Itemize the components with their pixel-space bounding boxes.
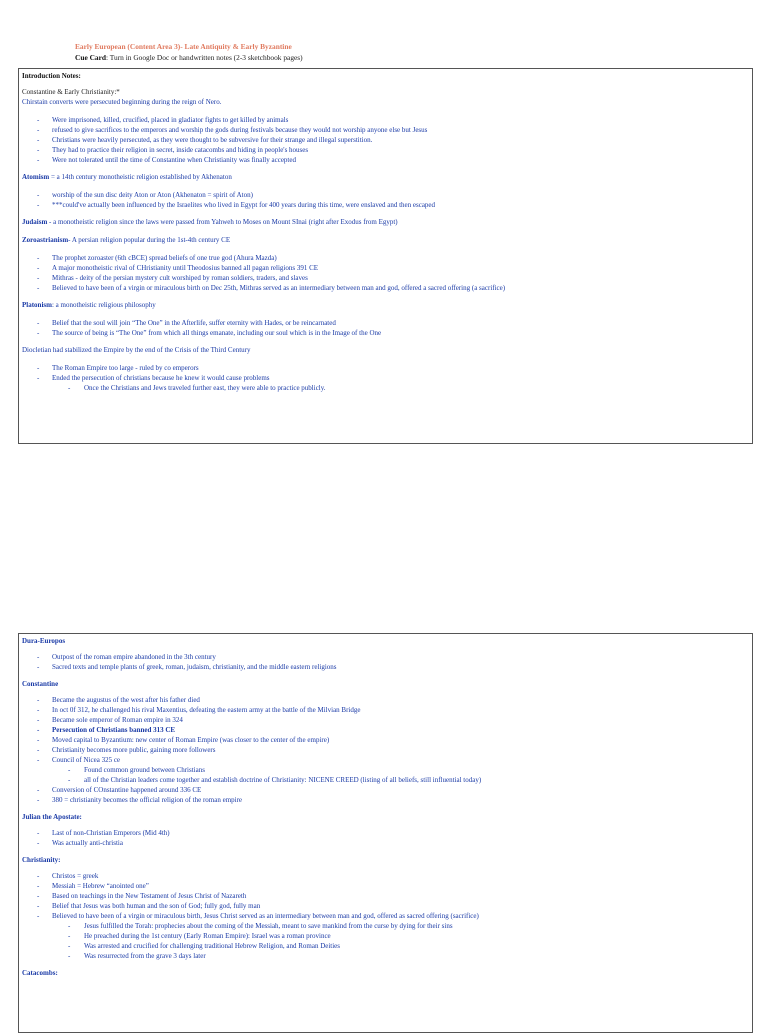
cue-card-text: : Turn in Google Doc or handwritten notes (2-3 sketchbook pages)	[106, 53, 303, 62]
atomism-line	[22, 172, 749, 182]
doc-title: Early European (Content Area 3)- Late Antiquity & Early Byzantine	[75, 42, 292, 51]
zoroastrianism-term: Zoroastrianism	[22, 236, 69, 244]
list-item: - Were imprisoned, killed, crucified, placed in gladiator fights to get killed by animals	[22, 115, 749, 125]
persecution-list	[22, 115, 749, 165]
list-item: - Sacred texts and temple plants of greek, roman, judaism, christianity, and the middle eastern religions	[22, 662, 749, 672]
list-item: - Belief that Jesus was both human and the son of God; fully god, fully man	[22, 901, 749, 911]
atomism-list	[22, 190, 749, 210]
list-item: - Moved capital to Byzantium: new center of Roman Empire (was closer to the center of the empire)	[22, 735, 749, 745]
intro-line: Chirstain converts were persecuted beginning during the reign of Nero.	[22, 98, 222, 106]
list-item: - Conversion of COnstantine happened around 336 CE	[22, 785, 749, 795]
catacombs-title: Catacombs:	[22, 969, 58, 977]
list-item-bold: - Persecution of Christians banned 313 CE	[22, 725, 749, 735]
zoroastrianism-def: - A persian religion popular during the 1st-4th century CE	[68, 236, 231, 244]
list-item: - Believed to have been of a virgin or miraculous birth, Jesus Christ served as an intermediary between man and god, offered as sacred offering (sacrifice)	[22, 911, 749, 921]
platonism-term: Platonism	[22, 301, 52, 309]
diocletian-line: Diocletian had stabilized the Empire by the end of the Crisis of the Third Century	[22, 346, 251, 354]
list-item: - Became the augustus of the west after his father died	[22, 695, 749, 705]
constantine-title: Constantine	[22, 680, 59, 688]
constantine-list	[22, 695, 749, 805]
christianity-list	[22, 871, 749, 961]
document-header	[75, 41, 303, 63]
list-item: - 380 = christianity becomes the official religion of the roman empire	[22, 795, 749, 805]
list-item: - ***could've actually been influenced by the Israelites who lived in Egypt for 400 years during this time, were enslaved and then escaped	[22, 200, 749, 210]
list-item: - Council of Nicea 325 ce	[22, 755, 749, 765]
cue-card-line	[75, 52, 303, 63]
list-item: - Were not tolerated until the time of Constantine when Christianity was finally accepted	[22, 155, 749, 165]
constantine-heading: Constantine & Early Christianity:*	[22, 88, 120, 96]
judaism-line	[22, 217, 749, 227]
list-item: - The prophet zoroaster (6th cBCE) spread beliefs of one true god (Ahura Mazda)	[22, 253, 749, 263]
list-item: - Last of non-Christian Emperors (Mid 4th)	[22, 828, 749, 838]
notes-box-2	[18, 633, 753, 1033]
atomism-term: Atomism	[22, 173, 50, 181]
platonism-list	[22, 318, 749, 338]
list-item: - Christos = greek	[22, 871, 749, 881]
list-item: - Messiah = Hebrew “anointed one”	[22, 881, 749, 891]
list-item: - Christianity becomes more public, gaining more followers	[22, 745, 749, 755]
list-item: - Became sole emperor of Roman empire in 324	[22, 715, 749, 725]
list-item: - refused to give sacrifices to the emperors and worship the gods during festivals because they would not worship anyone else but Jesus	[22, 125, 749, 135]
list-subitem: - Was arrested and crucified for challenging traditional Hebrew Religion, and Roman Deities	[22, 941, 749, 951]
list-item: - Christians were heavily persecuted, as they were thought to be subversive for their strange and illegal superstition.	[22, 135, 749, 145]
list-item: - Mithras - deity of the persian mystery cult worshiped by roman soldiers, traders, and slaves	[22, 273, 749, 283]
list-subitem: - Found common ground between Christians	[22, 765, 749, 775]
list-subitem: - Was resurrected from the grave 3 days later	[22, 951, 749, 961]
dura-europos-title: Dura-Europos	[22, 637, 66, 645]
platonism-line	[22, 300, 749, 310]
list-item: - worship of the sun disc deity Aton or Aton (Akhenaton = spirit of Aton)	[22, 190, 749, 200]
list-item: - A major monotheistic rival of CHristianity until Theodosius banned all pagan religions 391 CE	[22, 263, 749, 273]
list-subitem: - Once the Christians and Jews traveled further east, they were able to practice publicly.	[22, 383, 749, 393]
judaism-def: - a monotheistic religion since the laws were passed from Yahweh to Moses on Mount SInai (right after Exodus from Egypt)	[47, 218, 398, 226]
list-item: - Was actually anti-christia	[22, 838, 749, 848]
list-item: - Outpost of the roman empire abandoned in the 3th century	[22, 652, 749, 662]
julian-title: Julian the Apostate:	[22, 813, 82, 821]
cue-card-label: Cue Card	[75, 53, 106, 62]
judaism-term: Judaism	[22, 218, 48, 226]
list-item: - Belief that the soul will join “The One” in the Afterlife, suffer eternity with Hades, or be reincarnated	[22, 318, 749, 328]
platonism-def: : a monotheistic religious philosophy	[51, 301, 156, 309]
list-item: - The source of being is “The One” from which all things emanate, including our soul which is in the Image of the One	[22, 328, 749, 338]
dura-europos-list	[22, 652, 749, 672]
diocletian-list	[22, 363, 749, 393]
julian-list	[22, 828, 749, 848]
introduction-notes-box	[18, 68, 753, 444]
list-item: - In oct 0f 312, he challenged his rival Maxentius, defeating the eastern army at the battle of the Milvian Bridge	[22, 705, 749, 715]
list-item: - Believed to have been of a virgin or miraculous birth on Dec 25th, Mithras served as an intermediary between man and god, offered a sacred offering (a sacrifice)	[22, 283, 749, 293]
list-item: - Based on teachings in the New Testament of Jesus Christ of Nazareth	[22, 891, 749, 901]
list-item: - They had to practice their religion in secret, inside catacombs and hiding in people's houses	[22, 145, 749, 155]
list-subitem: - Jesus fulfilled the Torah: prophecies about the coming of the Messiah, meant to save mankind from the curse by dying for their sins	[22, 921, 749, 931]
zoroastrianism-list	[22, 253, 749, 293]
zoroastrianism-line	[22, 235, 749, 245]
intro-notes-title: Introduction Notes:	[22, 72, 81, 80]
atomism-def: = a 14th century monotheistic religion established by Akhenaton	[49, 173, 232, 181]
list-subitem: - He preached during the 1st century (Early Roman Empire): Israel was a roman province	[22, 931, 749, 941]
christianity-title: Christianity:	[22, 856, 61, 864]
list-item: - Ended the persecution of christians because he knew it would cause problems	[22, 373, 749, 383]
list-subitem: - all of the Christian leaders come together and establish doctrine of Christianity: NICENE CREED (listing of all beliefs, still influential today)	[22, 775, 749, 785]
list-item: - The Roman Empire too large - ruled by co emperors	[22, 363, 749, 373]
